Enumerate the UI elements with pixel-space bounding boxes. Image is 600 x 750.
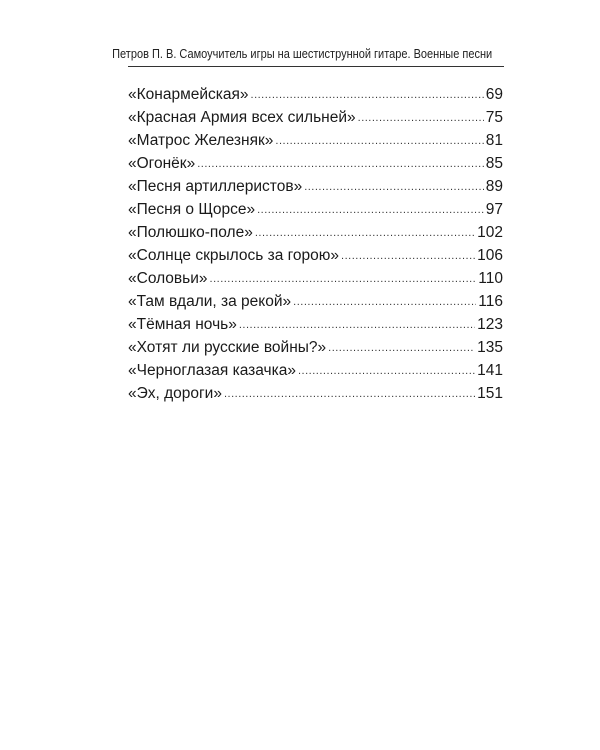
toc-entry-title: «Песня артиллеристов» xyxy=(128,178,303,195)
header-rule xyxy=(128,66,504,67)
dot-leader xyxy=(257,199,484,222)
toc-entry-page: 110 xyxy=(478,270,503,287)
dot-leader xyxy=(304,176,484,199)
toc-entry xyxy=(128,267,503,290)
dot-leader xyxy=(341,245,475,268)
toc-entry-title: «Хотят ли русские войны?» xyxy=(128,339,327,356)
table-of-contents xyxy=(128,83,503,405)
toc-entry-page: 123 xyxy=(477,316,503,333)
dot-leader xyxy=(239,314,475,337)
toc-entry xyxy=(128,336,503,359)
toc-entry xyxy=(128,221,503,244)
toc-entry xyxy=(128,129,503,152)
toc-entry-title: «Матрос Железняк» xyxy=(128,132,274,149)
dot-leader xyxy=(197,153,484,176)
toc-entry-title: «Эх, дороги» xyxy=(128,385,222,402)
toc-entry-page: 135 xyxy=(477,339,503,356)
toc-entry-title: «Конармейская» xyxy=(128,86,249,103)
toc-entry xyxy=(128,359,503,382)
dot-leader xyxy=(224,383,475,406)
toc-entry xyxy=(128,175,503,198)
toc-entry-title: «Там вдали, за рекой» xyxy=(128,293,292,310)
toc-entry-page: 116 xyxy=(478,293,503,310)
toc-entry-page: 85 xyxy=(485,155,503,172)
dot-leader xyxy=(328,337,475,360)
toc-entry-page: 106 xyxy=(477,247,503,264)
toc-entry xyxy=(128,382,503,405)
dot-leader xyxy=(358,107,484,130)
toc-entry-title: «Огонёк» xyxy=(128,155,196,172)
toc-entry xyxy=(128,106,503,129)
toc-entry-title: «Полюшко-поле» xyxy=(128,224,253,241)
toc-entry-page: 102 xyxy=(477,224,503,241)
toc-entry-title: «Тёмная ночь» xyxy=(128,316,237,333)
toc-entry-title: «Красная Армия всех сильней» xyxy=(128,109,356,126)
toc-entry-title: «Солнце скрылось за горою» xyxy=(128,247,340,264)
toc-entry-page: 69 xyxy=(485,86,503,103)
dot-leader xyxy=(255,222,475,245)
toc-entry-title: «Песня о Щорсе» xyxy=(128,201,256,218)
toc-entry xyxy=(128,152,503,175)
dot-leader xyxy=(251,84,484,107)
toc-entry xyxy=(128,290,503,313)
toc-entry-page: 81 xyxy=(485,132,503,149)
toc-entry xyxy=(128,244,503,267)
dot-leader xyxy=(298,360,475,383)
toc-entry-page: 89 xyxy=(485,178,503,195)
toc-entry-title: «Соловьи» xyxy=(128,270,208,287)
toc-entry-title: «Черноглазая казачка» xyxy=(128,362,296,379)
toc-entry-page: 141 xyxy=(477,362,503,379)
toc-entry-page: 97 xyxy=(485,201,503,218)
dot-leader xyxy=(210,268,477,291)
running-header: Петров П. В. Самоучитель игры на шестиструнной гитаре. Военные песни xyxy=(112,47,493,61)
dot-leader xyxy=(275,130,483,153)
toc-entry xyxy=(128,83,503,106)
dot-leader xyxy=(293,291,476,314)
toc-entry-page: 151 xyxy=(477,385,503,402)
toc-entry-page: 75 xyxy=(485,109,503,126)
toc-entry xyxy=(128,313,503,336)
toc-entry xyxy=(128,198,503,221)
